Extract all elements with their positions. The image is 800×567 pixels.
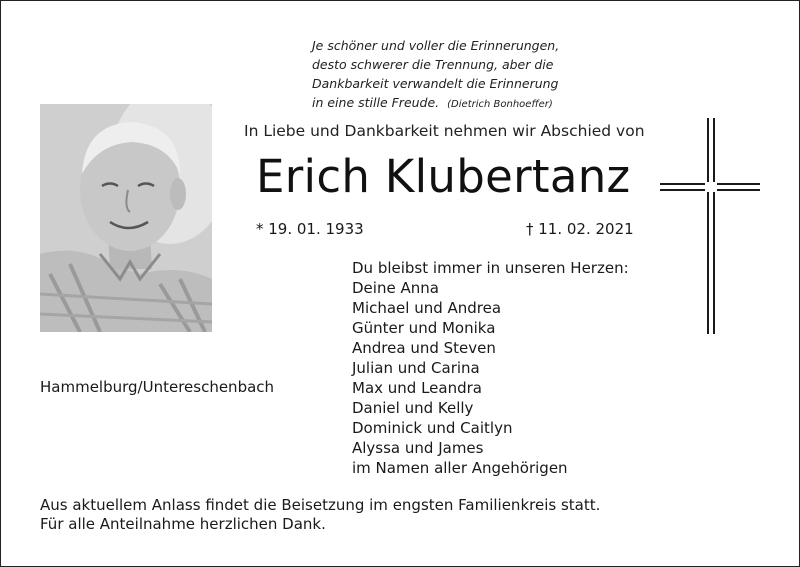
family-member: Michael und Andrea	[352, 299, 502, 317]
family-member: Günter und Monika	[352, 319, 496, 337]
birth-date: * 19. 01. 1933	[256, 220, 364, 238]
footer-line: Aus aktuellem Anlass findet die Beisetzung im engsten Familienkreis statt.	[40, 496, 601, 514]
bonhoeffer-quote	[312, 36, 559, 114]
death-date: † 11. 02. 2021	[526, 220, 634, 238]
quote-line: Je schöner und voller die Erinnerungen,	[312, 38, 560, 53]
portrait-illustration	[40, 104, 212, 332]
quote-author: (Dietrich Bonhoeffer)	[447, 99, 553, 110]
family-member: Andrea und Steven	[352, 339, 496, 357]
family-member: Max und Leandra	[352, 379, 482, 397]
family-member: Alyssa und James	[352, 439, 484, 457]
family-closing: im Namen aller Angehörigen	[352, 459, 568, 477]
quote-line-text: in eine stille Freude.	[312, 95, 440, 110]
family-heading: Du bleibst immer in unseren Herzen:	[352, 259, 629, 277]
family-member: Julian und Carina	[352, 359, 480, 377]
deceased-name: Erich Klubertanz	[256, 150, 631, 203]
cross-icon	[660, 118, 760, 334]
family-member: Dominick und Caitlyn	[352, 419, 513, 437]
intro-text: In Liebe und Dankbarkeit nehmen wir Abschied von	[244, 122, 645, 140]
family-member: Daniel und Kelly	[352, 399, 474, 417]
quote-line: Dankbarkeit verwandelt die Erinnerung	[312, 76, 559, 91]
quote-line-last	[312, 93, 559, 114]
quote-line: desto schwerer die Trennung, aber die	[312, 57, 554, 72]
location-text: Hammelburg/Untereschenbach	[40, 378, 275, 396]
footer-notice	[40, 496, 600, 534]
family-member: Deine Anna	[352, 279, 439, 297]
portrait-photo	[40, 104, 212, 332]
family-list	[352, 258, 629, 478]
footer-line: Für alle Anteilnahme herzlichen Dank.	[40, 515, 326, 533]
